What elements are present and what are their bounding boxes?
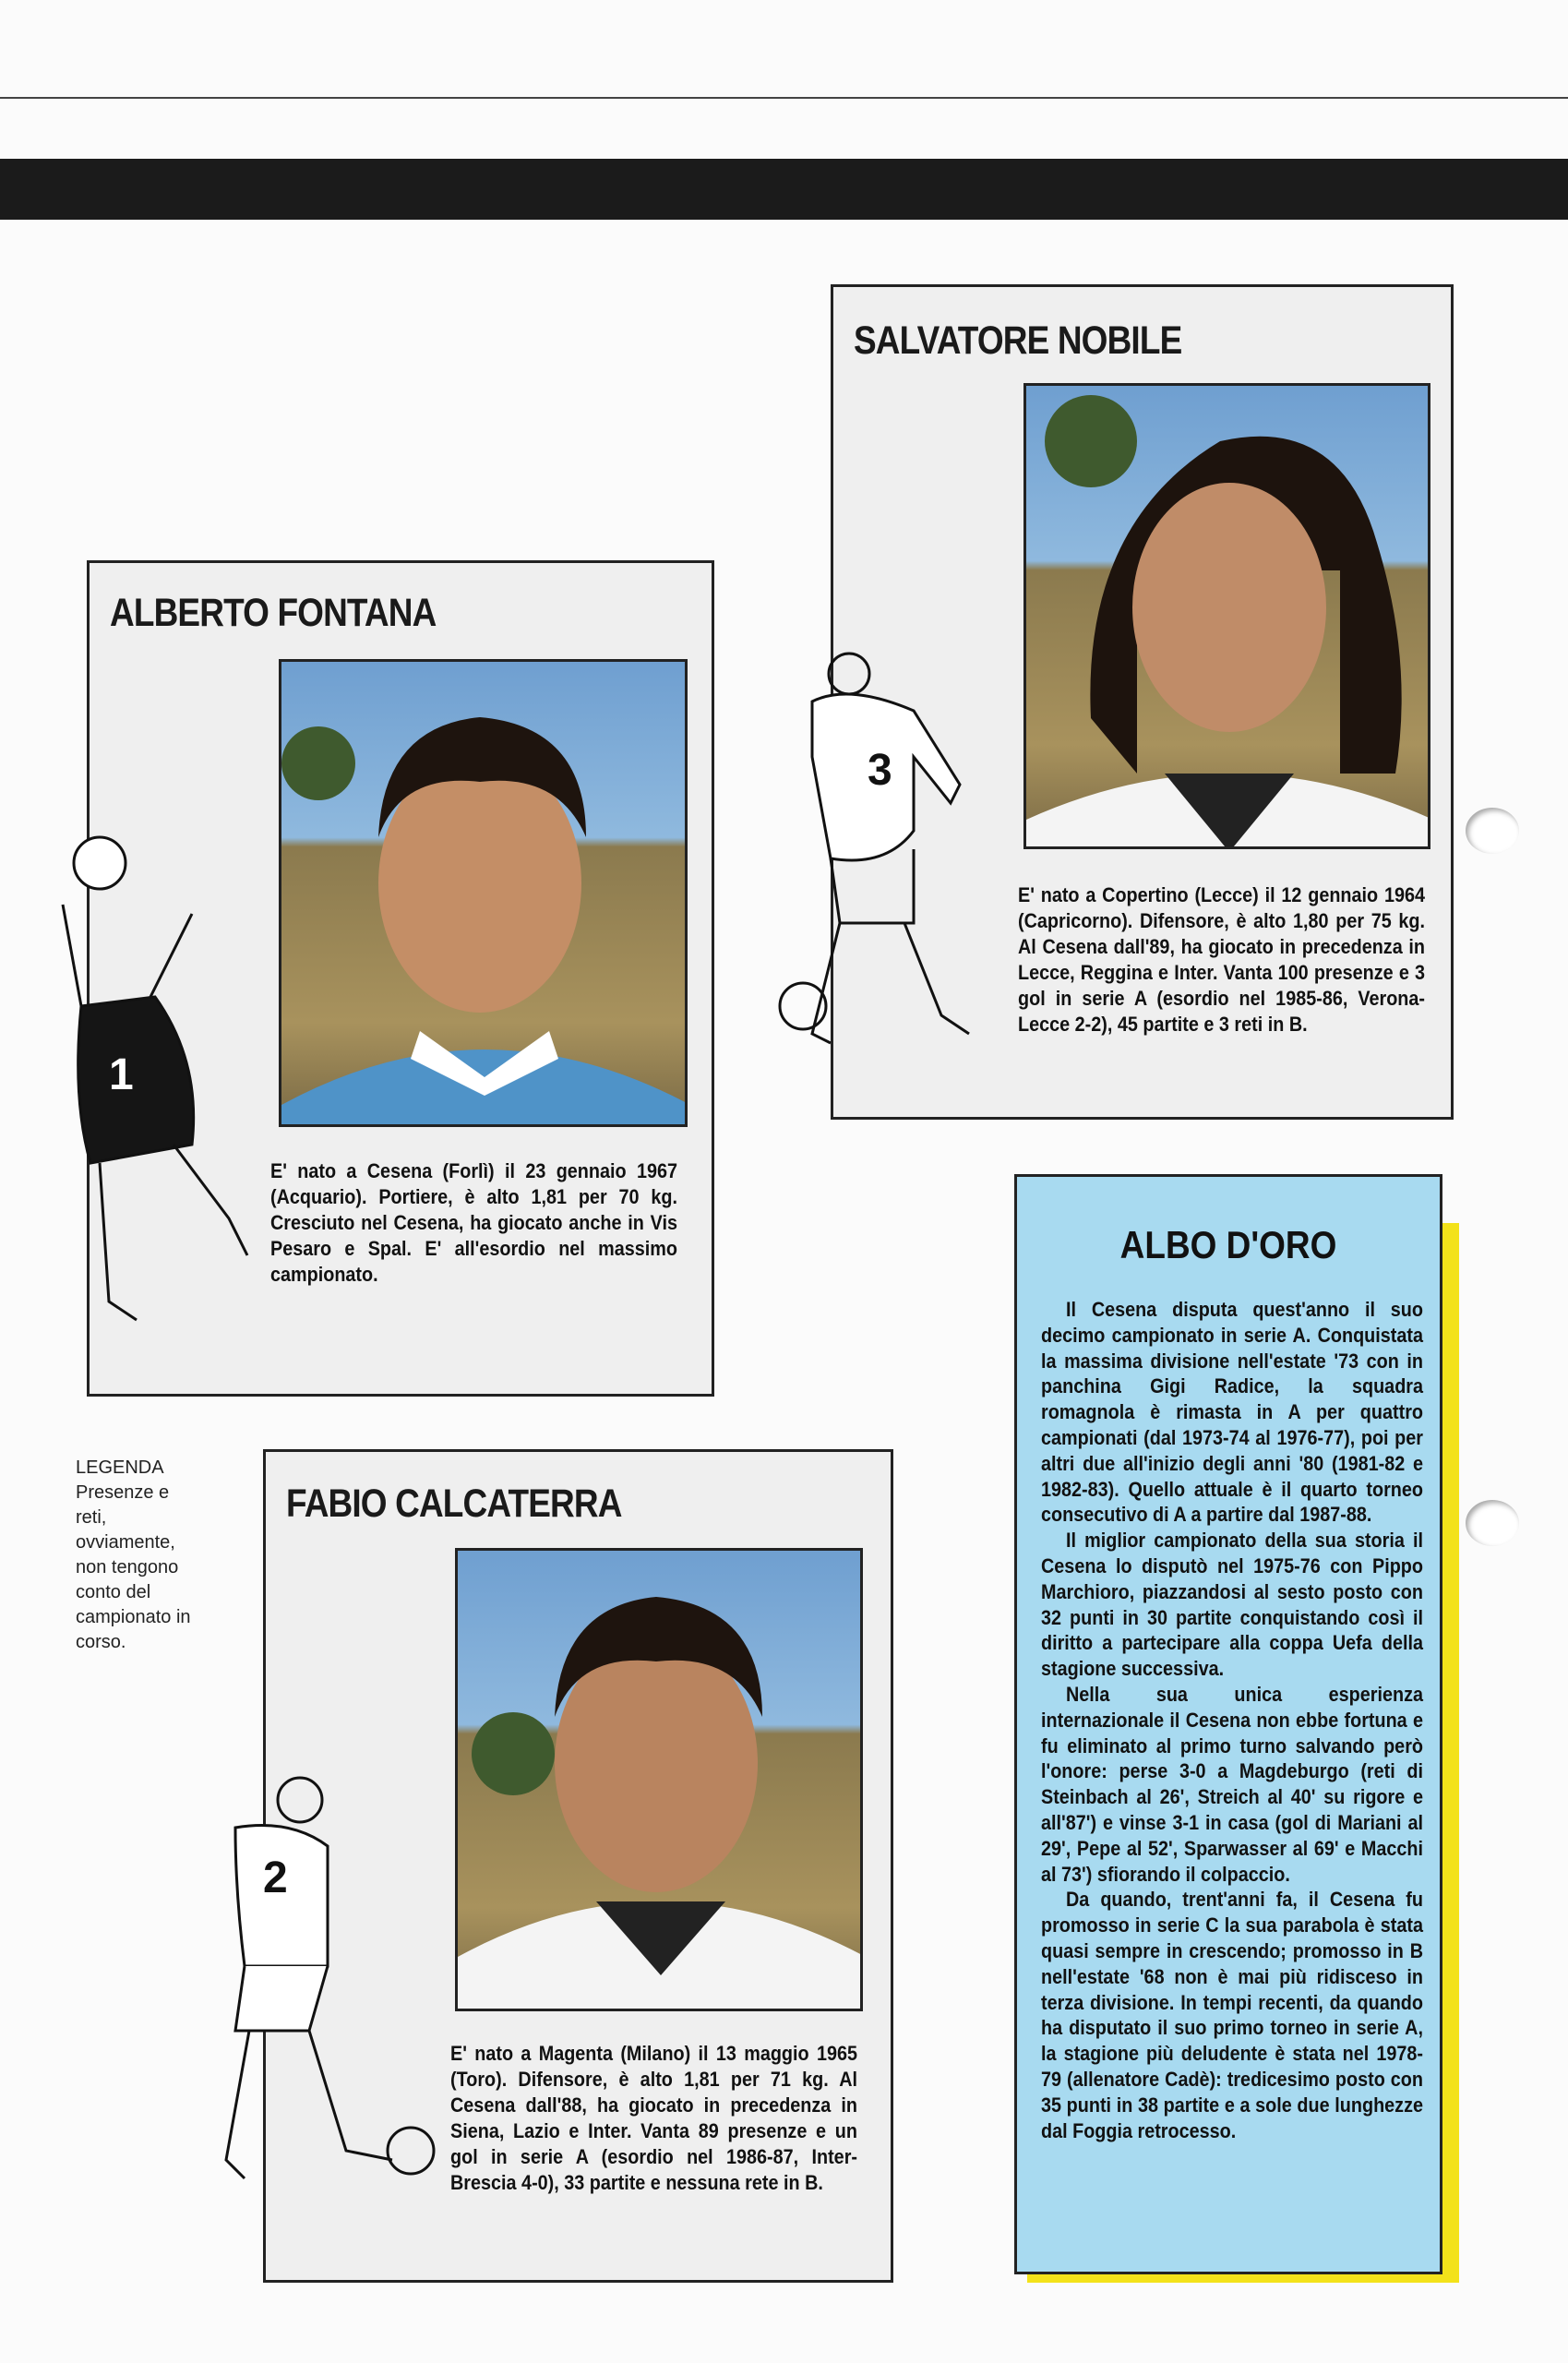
player-sketch-3 (775, 646, 1015, 1080)
albo-doro-box (1014, 1174, 1442, 2274)
albo-body (1041, 1297, 1423, 2143)
player-name: ALBERTO FONTANA (110, 591, 437, 635)
svg-text:1: 1 (109, 1050, 134, 1099)
portrait-illustration (1026, 386, 1430, 849)
portrait-illustration (458, 1551, 863, 2011)
player-bio: E' nato a Magenta (Milano) il 13 maggio 1965 (Toro). Difensore, è alto 1,81 per 71 kg. Al Cesena dall'88, ha giocato in precedenza in Siena, Lazio e Inter. Vanta 89 presenze e un gol in serie A (esordio nel 1986-87, Inter-Brescia 4-0), 33 partite e nessuna rete in B. (450, 2042, 857, 2194)
albo-paragraph: Nella sua unica esperienza internazionale il Cesena non ebbe fortuna e fu eliminato al primo turno salvando però l'onore: perse 3-0 a Magdeburgo (reti di Steinbach al 26', Streich al 40' su rigore e all'87') e vinse 3-1 in casa (gol di Mariani al 29', Pepe al 52', Sparwasser al 69' e Macchi al 73') sfiorando il colpaccio. (1041, 1682, 1423, 1886)
player-bio: E' nato a Copertino (Lecce) il 12 gennaio 1964 (Capricorno). Difensore, è alto 1,80 per 75 kg. Al Cesena dall'89, ha giocato in precedenza in Lecce, Reggina e Inter. Vanta 100 presenze e 3 gol in serie A (esordio nel 1985-86, Verona-Lecce 2-2), 45 partite e 3 reti in B. (1018, 883, 1425, 1036)
albo-paragraph: Da quando, trent'anni fa, il Cesena fu promosso in serie C la sua parabola è stata quasi sempre in crescendo; promosso in B nell'estate '68 non è mai più ridisceso in terza divisione. In tempi recenti, da quando ha disputato il suo primo torneo in serie A, la stagione più deludente è stata nel 1978-79 (allenatore Cadè): tredicesimo posto con 35 punti in 38 partite e a sole due lunghezze dal Foggia retrocesso. (1041, 1888, 1423, 2142)
punch-hole (1466, 1500, 1519, 1546)
punch-hole (1466, 808, 1519, 854)
player-name: SALVATORE NOBILE (854, 318, 1182, 363)
player-photo (455, 1548, 863, 2011)
player-photo (1023, 383, 1430, 849)
player-sketch-1 (44, 822, 266, 1338)
albo-paragraph: Il miglior campionato della sua storia il Cesena lo disputò nel 1975-76 con Pippo Marchioro, piazzandosi al sesto posto con 32 punti in 30 partite conquistando così il diritto a partecipare alla coppa Uefa della stagione successiva. (1041, 1529, 1423, 1681)
portrait-illustration (281, 662, 688, 1127)
albo-title: ALBO D'ORO (1119, 1223, 1337, 1266)
player-name: FABIO CALCATERRA (286, 1481, 622, 1526)
player-photo (279, 659, 688, 1127)
player-sketch-2 (180, 1754, 438, 2197)
svg-text:3: 3 (868, 746, 892, 795)
player-bio: E' nato a Cesena (Forlì) il 23 gennaio 1967 (Acquario). Portiere, è alto 1,81 per 70 kg. Cresciuto nel Cesena, ha giocato anche in Vis Pesaro e Spal. E' all'esordio nel massimo campionato. (270, 1159, 677, 1286)
header-rule (0, 97, 1568, 99)
albo-paragraph: Il Cesena disputa quest'anno il suo decimo campionato in serie A. Conquistata la massima divisione nell'estate '73 con in panchina Gigi Radice, la squadra romagnola è rimasta in A per quattro campionati (dal 1973-74 al 1976-77), poi per altri due all'inizio degli anni '80 (1981-82 e 1982-83). Quello attuale è il quarto torneo consecutivo di A a partire dal 1987-88. (1041, 1298, 1423, 1527)
svg-text:2: 2 (263, 1853, 288, 1902)
legend-note: LEGENDA Presenze e reti, ovviamente, non tengono conto del campionato in corso. (76, 1457, 191, 1652)
header-band (0, 159, 1568, 220)
